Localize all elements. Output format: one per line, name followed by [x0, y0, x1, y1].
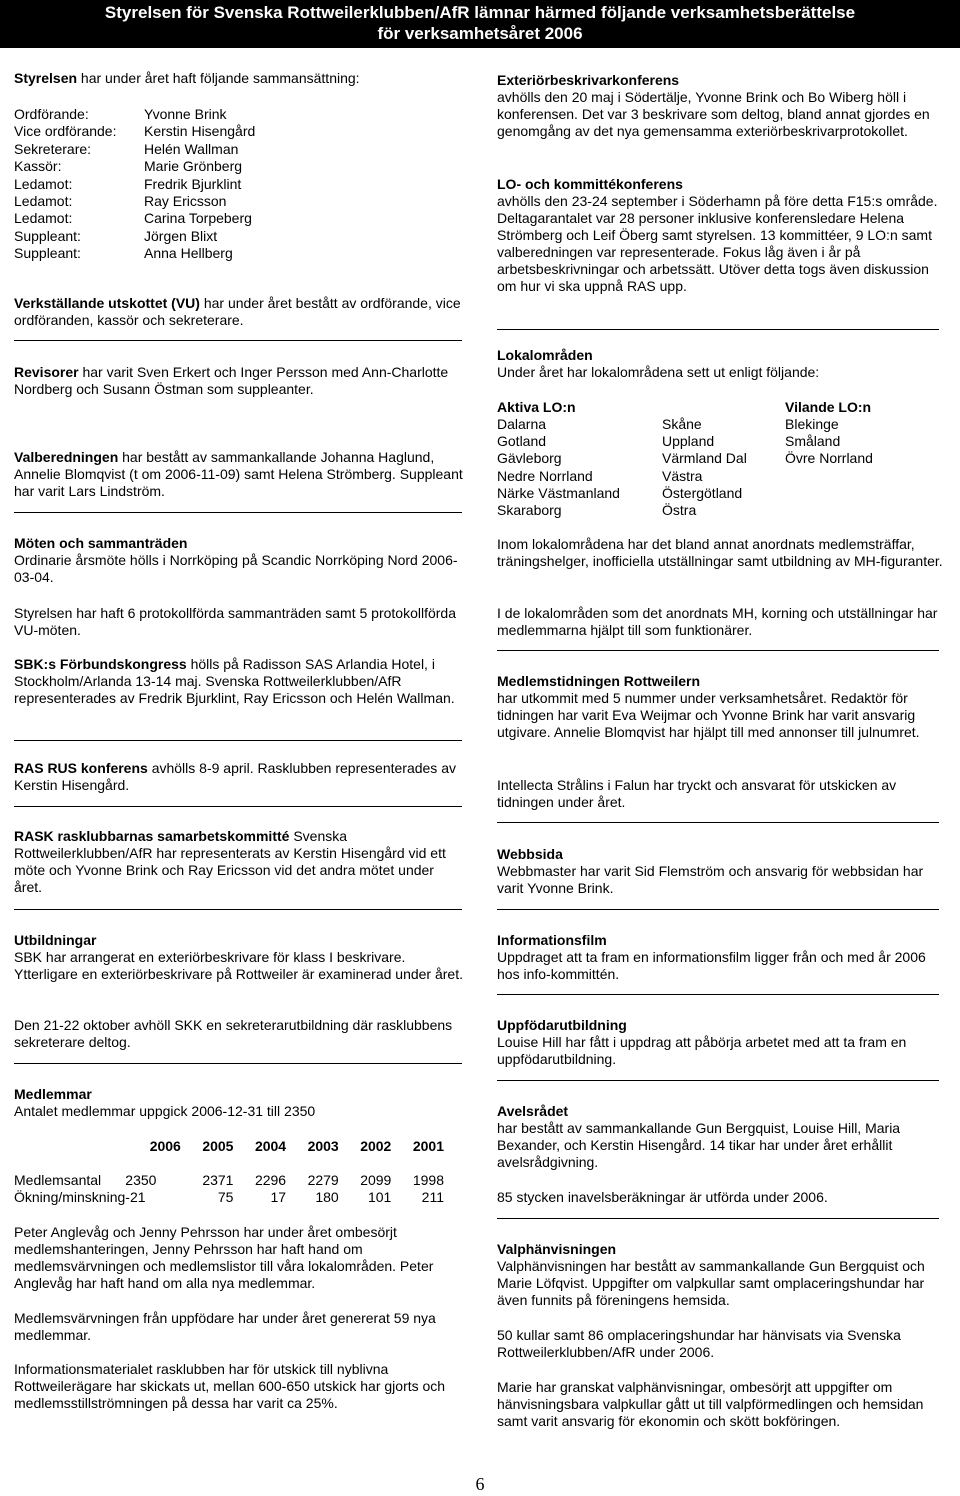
- board-row: [14, 245, 464, 262]
- ras-section: [14, 760, 464, 794]
- table-cell: 2099: [360, 1172, 392, 1188]
- vu-bold: Verkställande utskottet (VU): [14, 295, 200, 311]
- medlemmar-p4-block: [14, 1361, 464, 1412]
- lo-item: Övre Norrland: [785, 450, 873, 467]
- table-cell: 2350: [125, 1172, 157, 1188]
- medlemstidning-title: Medlemstidningen Rottweilern: [497, 673, 701, 689]
- divider: [14, 1063, 462, 1064]
- lokalomraden-p2: Inom lokalområdena har det bland annat anordnats medlemsträffar, träningshelger, inofficiella utställningar samt utbildning av MH-figuranter.: [497, 536, 943, 569]
- header-line-1: Styrelsen för Svenska Rottweilerklubben/AfR lämnar härmed följande verksamhetsberättelse: [104, 3, 856, 22]
- moten-title: Möten och sammanträden: [14, 535, 188, 551]
- revisorer-section: [14, 364, 464, 398]
- board-role: Ledamot:: [14, 210, 73, 227]
- board-role: Ordförande:: [14, 106, 89, 122]
- lo-item: Östergötland: [662, 484, 743, 501]
- rask-text: Svenska Rottweilerklubben/AfR har representerats av Kerstin Hisengård vid ett möte och Yvonne Brink och Ray Ericsson vid det andra mötet under året.: [14, 828, 446, 895]
- page-number: 6: [475, 1474, 485, 1494]
- rask-section: [14, 828, 464, 896]
- divider: [497, 650, 939, 651]
- lo-conference-text: avhölls den 23-24 september i Söderhamn på före detta F15:s område. Deltagarantalet var 28 personer inklusive konferensledare Helena Strömberg och Leif Öberg samt styrelsen. 13 kommittéer, 9 LO:n samt valberedningen var representerade. Fokus låg även i år på arbetsbeskrivningar och arbetssätt. Utöver detta togs även diskussion om hur vi ska uppnå RAS upp.: [497, 193, 938, 294]
- board-member-name: Yvonne Brink: [144, 106, 227, 122]
- medlemstidning-p2: Intellecta Strålins i Falun har tryckt och ansvarat för utskicken av tidningen under året.: [497, 777, 897, 810]
- aktiva-list-1: [497, 416, 620, 519]
- lo-item: Gävleborg: [497, 450, 562, 467]
- table-year-header: 2004: [254, 1138, 287, 1154]
- divider: [14, 806, 462, 807]
- sbk-section: [14, 656, 464, 707]
- lo-item: Närke Västmanland: [497, 484, 620, 501]
- divider: [497, 822, 939, 823]
- valphanvisning-p3-block: [497, 1379, 947, 1430]
- table-cell: 17: [270, 1189, 287, 1205]
- avelsradet-p2: 85 stycken inavelsberäkningar är utförda under 2006.: [497, 1189, 828, 1205]
- ras-text: avhölls 8-9 april. Rasklubben representerades av Kerstin Hisengård.: [14, 760, 456, 793]
- revisorer-bold: Revisorer: [14, 364, 79, 380]
- intro-section: [14, 70, 464, 87]
- utbildningar-p1: SBK har arrangerat en exteriörbeskrivare för klass I beskrivare. Ytterligare en exteriörbeskrivare på Rottweiler är examinerad under året.: [14, 949, 463, 982]
- avelsradet-title: Avelsrådet: [497, 1103, 569, 1119]
- table-row-label: Medlemsantal: [14, 1172, 102, 1188]
- intro-bold: Styrelsen: [14, 70, 78, 86]
- table-cell: 1998: [412, 1172, 444, 1188]
- valphanvisning-section: [497, 1241, 947, 1309]
- uppfodarutbildning-title: Uppfödarutbildning: [497, 1017, 627, 1033]
- lokalomraden-intro: Under året har lokalområdena sett ut enligt följande:: [497, 364, 820, 380]
- board-role: Vice ordförande:: [14, 123, 117, 140]
- lokalomraden-p3: I de lokalområden som det anordnats MH, korning och utställningar har medlemmarna hjälpt till som funktionärer.: [497, 605, 938, 638]
- uppfodarutbildning-text: Louise Hill har fått i uppdrag att påbörja arbetet med att ta fram en uppfödarutbildning.: [497, 1034, 907, 1067]
- board-member-name: Ray Ericsson: [144, 192, 227, 209]
- members-table: [14, 1138, 444, 1206]
- divider: [497, 994, 939, 995]
- table-row: [14, 1172, 444, 1189]
- table-cell: 2296: [254, 1172, 287, 1188]
- lo-item: Blekinge: [785, 416, 839, 432]
- divider: [14, 909, 462, 910]
- valberedning-bold: Valberedningen: [14, 449, 119, 465]
- table-header-row: [14, 1138, 444, 1172]
- table-cell: 180: [315, 1189, 339, 1205]
- lo-lists: [497, 399, 947, 519]
- table-row: [14, 1189, 444, 1206]
- avelsradet-p2-block: [497, 1189, 947, 1206]
- table-year-header: 2002: [360, 1138, 392, 1154]
- lo-item: Nedre Norrland: [497, 467, 593, 484]
- table-row-label: Ökning/minskning: [14, 1189, 126, 1205]
- rask-bold: RASK rasklubbarnas samarbetskommitté: [14, 828, 290, 844]
- board-member-name: Kerstin Hisengård: [144, 123, 256, 140]
- board-role: Kassör:: [14, 158, 62, 175]
- lo-item: Skaraborg: [497, 501, 562, 518]
- lo-item: Skåne: [662, 416, 702, 432]
- table-year-header: 2003: [307, 1138, 339, 1154]
- vilande-title: Vilande LO:n: [785, 399, 872, 415]
- board-row: [14, 210, 464, 227]
- exterior-section: [497, 72, 947, 140]
- informationsfilm-text: Uppdraget att ta fram en informationsfilm ligger från och med år 2006 hos info-kommittén.: [497, 949, 926, 982]
- divider: [14, 340, 462, 341]
- medlemstidning-p2-block: [497, 777, 947, 811]
- board-row: [14, 176, 464, 193]
- aktiva-title: Aktiva LO:n: [497, 399, 576, 415]
- uppfodarutbildning-section: [497, 1017, 947, 1068]
- moten-section: [14, 535, 464, 586]
- lokalomraden-section: [497, 347, 947, 381]
- valphanvisning-p2: 50 kullar samt 86 omplaceringshundar har hänvisats via Svenska Rottweilerklubben/AfR under 2006.: [497, 1327, 901, 1360]
- medlemmar-p4: Informationsmaterialet rasklubben har för utskick till nyblivna Rottweilerägare har skickats ut, mellan 600-650 utskick har gjorts och medlemsstillströmningen på dessa har varit ca 25%.: [14, 1361, 446, 1411]
- revisorer-text: har varit Sven Erkert och Inger Persson med Ann-Charlotte Nordberg och Susann Östman som suppleanter.: [14, 364, 449, 397]
- lo-item: Västra: [662, 467, 703, 484]
- table-year-header: 2005: [202, 1138, 234, 1154]
- valphanvisning-p2-block: [497, 1327, 947, 1361]
- vu-text: har under året bestått av ordförande, vice ordföranden, kassör och sekreterare.: [14, 295, 461, 328]
- board-row: [14, 158, 464, 175]
- lo-item: Gotland: [497, 433, 547, 450]
- vilande-list: [785, 416, 873, 468]
- exterior-text: avhölls den 20 maj i Södertälje, Yvonne Brink och Bo Wiberg höll i konferensen. Det var 3 beskrivare som deltog, bland annat gjordes en genomgång av det nya gemensamma exteriörbeskrivarprotokollet.: [497, 89, 930, 139]
- medlemmar-p3: Medlemsvärvningen från uppfödare har under året genererat 59 nya medlemmar.: [14, 1310, 436, 1343]
- medlemmar-p3-block: [14, 1310, 464, 1344]
- board-list: [14, 106, 464, 263]
- ras-bold: RAS RUS konferens: [14, 760, 148, 776]
- avelsradet-section: [497, 1103, 947, 1171]
- divider: [497, 1080, 939, 1081]
- informationsfilm-title: Informationsfilm: [497, 932, 607, 948]
- board-row: [14, 123, 464, 140]
- board-member-name: Carina Torpeberg: [144, 210, 252, 227]
- medlemmar-title: Medlemmar: [14, 1086, 92, 1102]
- lokalomraden-p2-block: [497, 536, 947, 570]
- valphanvisning-p3: Marie har granskat valphänvisningar, ombesörjt att uppgifter om hänvisningsbara valpkullar gått ut till valpförmedlingen och hemsidan samt varit ansvarig för ekonomin och skött bokföringen.: [497, 1379, 924, 1429]
- members-stats-table: [14, 1138, 444, 1206]
- medlemmar-p1: Antalet medlemmar uppgick 2006-12-31 till 2350: [14, 1103, 316, 1119]
- board-member-name: Anna Hellberg: [144, 245, 233, 262]
- table-cell: -21: [125, 1189, 146, 1205]
- lo-item: Småland: [785, 433, 841, 450]
- intro-text: har under året haft följande sammansättning:: [77, 70, 360, 86]
- valphanvisning-p1: Valphänvisningen har bestått av sammankallande Gun Bergquist och Marie Löfqvist. Uppgifter om valpkullar samt omplaceringshundar har även funnits på föreningens hemsida.: [497, 1258, 925, 1308]
- header-line-2: för verksamhetsåret 2006: [377, 24, 583, 43]
- board-role: Ledamot:: [14, 175, 73, 192]
- utbildningar-p2: Den 21-22 oktober avhöll SKK en sekreterarutbildning där rasklubbens sekreterare deltog.: [14, 1017, 453, 1050]
- board-role: Suppleant:: [14, 245, 81, 262]
- board-row: [14, 106, 464, 123]
- moten-p2: Styrelsen har haft 6 protokollförda sammanträden samt 5 protokollförda VU-möten.: [14, 605, 457, 638]
- webbsida-section: [497, 846, 947, 897]
- table-cell: 211: [421, 1189, 444, 1205]
- divider: [497, 909, 939, 910]
- board-role: Ledamot:: [14, 192, 73, 209]
- aktiva-list-2: [662, 416, 747, 519]
- lokalomraden-p3-block: [497, 605, 947, 639]
- lo-item: Uppland: [662, 433, 715, 450]
- lo-conference-title: LO- och kommittékonferens: [497, 176, 683, 192]
- board-member-name: Fredrik Bjurklint: [144, 175, 242, 192]
- valphanvisning-title: Valphänvisningen: [497, 1241, 617, 1257]
- utbildningar-p2-block: [14, 1017, 464, 1051]
- board-member-name: Marie Grönberg: [144, 158, 243, 175]
- avelsradet-p1: har bestått av sammankallande Gun Bergquist, Louise Hill, Maria Bexander, och Kerstin Hisengård. 14 tikar har under året erhållit avelsrådgivning.: [497, 1120, 901, 1170]
- table-cell: 101: [367, 1189, 392, 1205]
- vu-section: [14, 295, 464, 329]
- board-role: Sekreterare:: [14, 140, 92, 157]
- medlemmar-p2: Peter Anglevåg och Jenny Pehrsson har under året ombesörjt medlemshanteringen, Jenny Pehrsson har haft hand om medlemsvärvningen och medlemslistor till våra lokalområden. Peter Anglevåg har haft hand om alla nya medlemmar.: [14, 1224, 434, 1291]
- divider: [497, 1218, 939, 1219]
- medlemstidning-p1: har utkommit med 5 nummer under verksamhetsåret. Redaktör för tidningen har varit Eva Weijmar och Yvonne Brink har varit ansvarig utgivare. Annelie Blomqvist har hjälpt till med annonser till julnumret.: [497, 690, 920, 740]
- board-row: [14, 141, 464, 158]
- medlemstidning-section: [497, 673, 947, 741]
- exterior-title: Exteriörbeskrivarkonferens: [497, 72, 680, 88]
- medlemmar-p2-block: [14, 1224, 464, 1292]
- board-row: [14, 193, 464, 210]
- lo-conference-section: [497, 176, 947, 295]
- moten-p2-block: [14, 605, 464, 639]
- board-member-name: Helén Wallman: [144, 140, 239, 157]
- table-header-blank: [14, 1138, 125, 1172]
- webbsida-title: Webbsida: [497, 846, 563, 862]
- table-year-header: 2001: [412, 1138, 444, 1154]
- informationsfilm-section: [497, 932, 947, 983]
- lokalomraden-title: Lokalområden: [497, 347, 593, 363]
- lo-item: Värmland Dal: [662, 450, 747, 467]
- utbildningar-section: [14, 932, 464, 983]
- divider: [497, 329, 939, 330]
- sbk-bold: SBK:s Förbundskongress: [14, 656, 187, 672]
- medlemmar-section: [14, 1086, 464, 1120]
- lo-item: Dalarna: [497, 416, 547, 432]
- valberedning-section: [14, 449, 464, 500]
- table-cell: 2279: [307, 1172, 339, 1188]
- valberedning-text: har bestått av sammankallande Johanna Haglund, Annelie Blomqvist (t om 2006-11-09) samt Helena Strömberg. Suppleant har varit Lars Lindström.: [14, 449, 463, 499]
- utbildningar-title: Utbildningar: [14, 932, 97, 948]
- table-cell: 2371: [202, 1172, 234, 1188]
- moten-p1: Ordinarie årsmöte hölls i Norrköping på Scandic Norrköping Nord 2006-03-04.: [14, 552, 458, 585]
- board-member-name: Jörgen Blixt: [144, 227, 218, 244]
- webbsida-text: Webbmaster har varit Sid Flemström och ansvarig för webbsidan har varit Yvonne Brink.: [497, 863, 924, 896]
- table-cell: 75: [217, 1189, 234, 1205]
- board-row: [14, 228, 464, 245]
- board-role: Suppleant:: [14, 227, 81, 244]
- table-year-header: 2006: [149, 1138, 181, 1154]
- divider: [14, 512, 462, 513]
- divider: [14, 740, 462, 741]
- sbk-text: hölls på Radisson SAS Arlandia Hotel, i Stockholm/Arlanda 13-14 maj. Svenska Rottweilerklubben/AfR representerades av Fredrik Bjurklint, Ray Ericsson och Helén Wallman.: [14, 656, 455, 706]
- lo-item: Östra: [662, 501, 697, 518]
- document-header: [0, 0, 960, 48]
